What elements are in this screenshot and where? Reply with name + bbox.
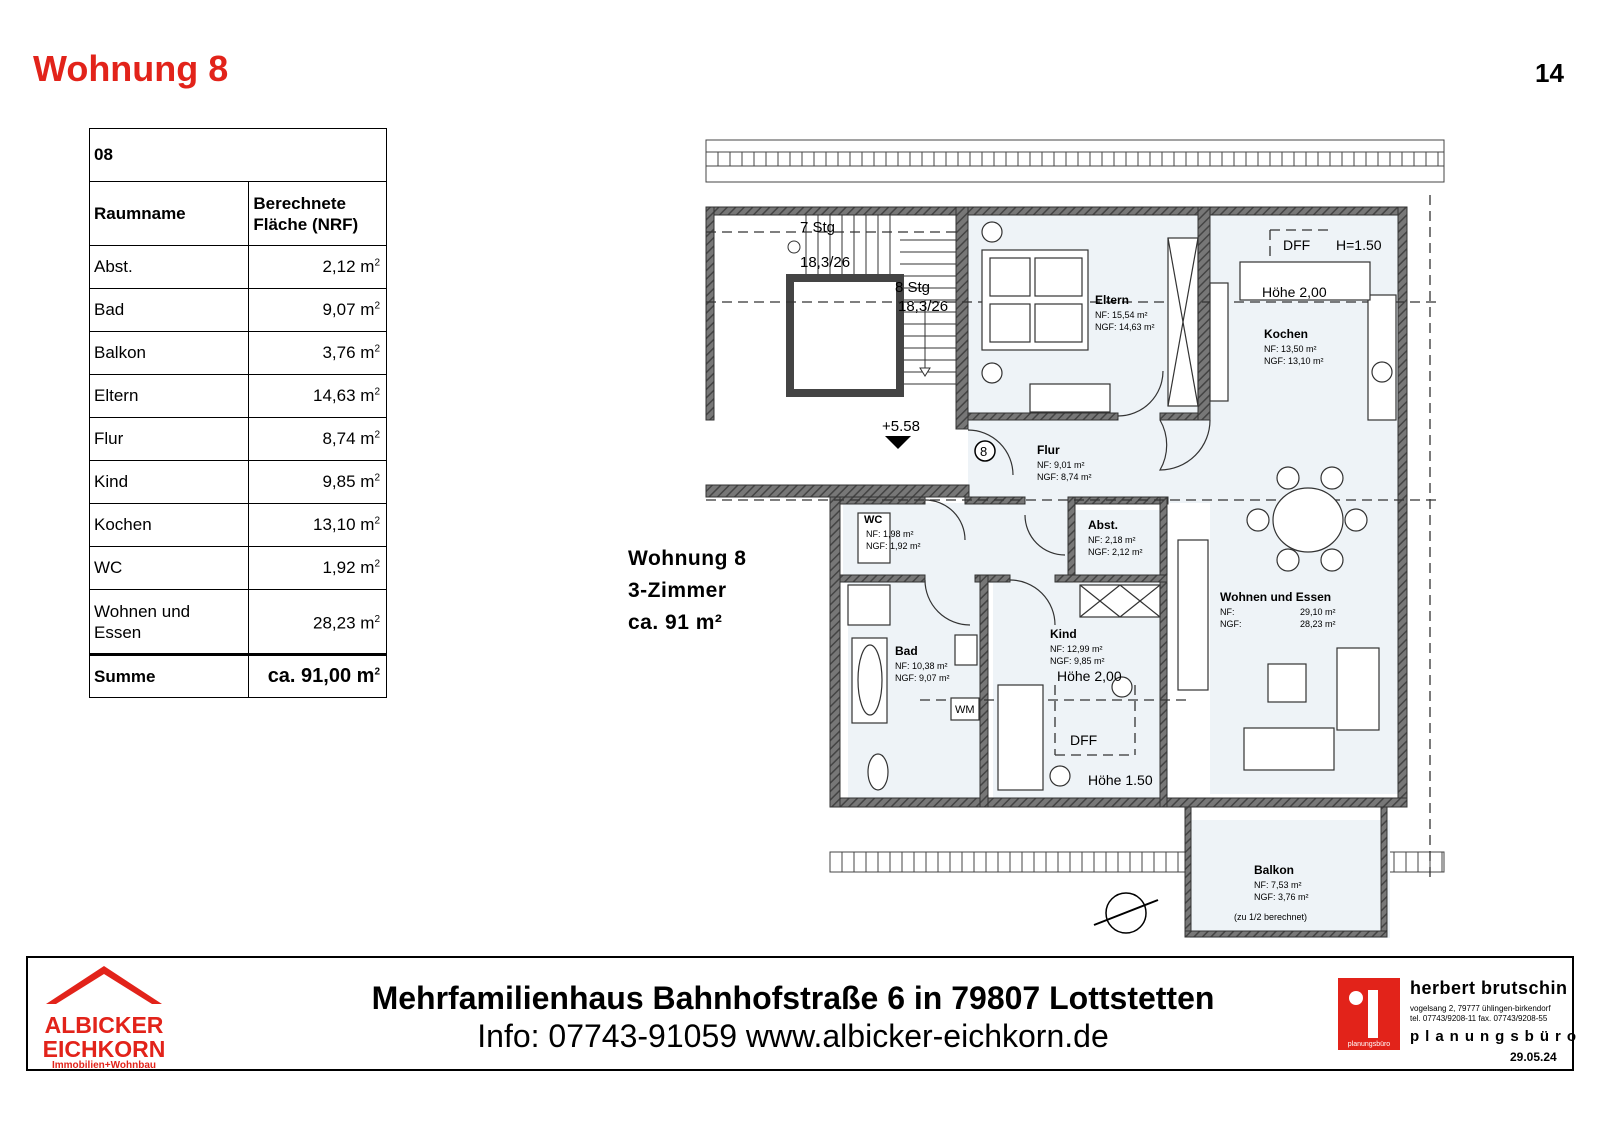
summary-rooms: 3-Zimmer [628, 579, 727, 602]
dff-label-1: DFF [1283, 237, 1311, 253]
col-header-area: Berechnete Fläche (NRF) [249, 182, 387, 246]
room-nf-abst: NF: 2,18 m² [1088, 535, 1136, 545]
svg-text:Immobilien+Wohnbau: Immobilien+Wohnbau [52, 1060, 156, 1070]
room-nf-val-wohnen: 29,10 m² [1300, 607, 1336, 617]
room-label-wohnen: Wohnen und Essen [1220, 590, 1332, 604]
room-ngf-wc: NGF: 1,92 m² [866, 541, 921, 551]
planner-subtitle: planungsbüro [1410, 1028, 1582, 1045]
room-label-flur: Flur [1037, 443, 1060, 457]
table-row: Abst. 2,12 $m^2$ [90, 246, 387, 289]
room-ngf-bad: NGF: 9,07 m² [895, 673, 950, 683]
table-row: Eltern 14,63 $m^2$ [90, 375, 387, 418]
room-nf-flur: NF: 9,01 m² [1037, 460, 1085, 470]
planner-mark-icon [1338, 978, 1400, 1050]
svg-text:EICHKORN: EICHKORN [42, 1036, 166, 1062]
hoehe-label-1: Höhe 2,00 [1262, 284, 1327, 300]
room-nf-kind: NF: 12,99 m² [1050, 644, 1103, 654]
room-ngf-flur: NGF: 8,74 m² [1037, 472, 1092, 482]
table-row: Kind 9,85 $m^2$ [90, 461, 387, 504]
table-row: Wohnen und Essen 28,23 $m^2$ [90, 590, 387, 655]
room-ngf-eltern: NGF: 14,63 m² [1095, 322, 1155, 332]
room-label-eltern: Eltern [1095, 293, 1130, 307]
room-note-balkon: (zu 1/2 berechnet) [1234, 912, 1308, 922]
floor-plan [600, 130, 1460, 950]
room-label-balkon: Balkon [1254, 863, 1295, 877]
table-row: Balkon 3,76 $m^2$ [90, 332, 387, 375]
room-ngf-val-wohnen: 28,23 m² [1300, 619, 1336, 629]
unit-summary [628, 543, 746, 639]
dff-label-2: DFF [1070, 732, 1098, 748]
summary-area: ca. 91 m² [628, 611, 723, 634]
stair-label-1: 7 Stg [800, 219, 836, 236]
room-nf-eltern: NF: 15,54 m² [1095, 310, 1148, 320]
roof-edge-top [706, 140, 1444, 182]
room-label-wc: WC [864, 514, 883, 526]
room-ngf-kochen: NGF: 13,10 m² [1264, 356, 1324, 366]
table-row: WC 1,92 $m^2$ [90, 547, 387, 590]
planner-name: herbert brutschin [1410, 978, 1568, 998]
room-label-abst: Abst. [1088, 518, 1118, 532]
stair-label-2: 8 Stg [895, 279, 931, 296]
hoehe-label-2: Höhe 2,00 [1057, 668, 1122, 684]
table-row: Flur 8,74 $m^2$ [90, 418, 387, 461]
table-row: Bad 9,07 $m^2$ [90, 289, 387, 332]
unit-marker: 8 [980, 444, 988, 459]
footer-info: Info: 07743-91059 www.albicker-eichkorn.de [477, 1018, 1109, 1054]
summary-unit: Wohnung 8 [628, 547, 747, 570]
page-title: Wohnung 8 [33, 48, 229, 89]
footer-title: Mehrfamilienhaus Bahnhofstraße 6 in 79807 Lottstetten [371, 980, 1215, 1016]
footer-box [26, 956, 1582, 1071]
area-table [89, 128, 387, 698]
albicker-eichkorn-logo [36, 962, 172, 1070]
hoehe-label-3: Höhe 1.50 [1088, 772, 1153, 788]
plan-date: 29.05.24 [1510, 1050, 1557, 1064]
svg-text:ALBICKER: ALBICKER [44, 1012, 164, 1038]
north-arrow-icon [1094, 893, 1158, 933]
room-nf-bad: NF: 10,38 m² [895, 661, 948, 671]
height-label-1: H=1.50 [1336, 237, 1382, 253]
room-nf-wohnen: NF: [1220, 607, 1235, 617]
stair-dim-1: 18,3/26 [800, 254, 851, 271]
room-ngf-kind: NGF: 9,85 m² [1050, 656, 1105, 666]
staircase [706, 210, 956, 485]
room-nf-kochen: NF: 13,50 m² [1264, 344, 1317, 354]
room-nf-wc: NF: 1,98 m² [866, 529, 914, 539]
room-nf-balkon: NF: 7,53 m² [1254, 880, 1302, 890]
table-row: Kochen 13,10 $m^2$ [90, 504, 387, 547]
col-header-room: Raumname [90, 182, 249, 246]
room-label-kind: Kind [1050, 627, 1077, 641]
planner-logo [1338, 978, 1582, 1068]
unit-number: 08 [90, 129, 387, 182]
room-label-kochen: Kochen [1264, 327, 1309, 341]
planner-address: vogelsang 2, 79777 ühlingen-birkendorf tel. 07743/9208-11 fax. 07743/9208-55 [1410, 1004, 1551, 1023]
level-label: +5.58 [882, 418, 920, 435]
room-ngf-abst: NGF: 2,12 m² [1088, 547, 1143, 557]
room-ngf-balkon: NGF: 3,76 m² [1254, 892, 1309, 902]
svg-text:planungsbüro: planungsbüro [1347, 1041, 1391, 1048]
room-ngf-wohnen: NGF: [1220, 619, 1242, 629]
page-number: 14 [1535, 58, 1564, 88]
room-label-bad: Bad [895, 644, 918, 658]
wm-label: WM [955, 704, 975, 716]
stair-dim-2: 18,3/26 [898, 298, 949, 315]
table-sum-row: Summe ca. 91,00 $m^2$ [90, 655, 387, 698]
